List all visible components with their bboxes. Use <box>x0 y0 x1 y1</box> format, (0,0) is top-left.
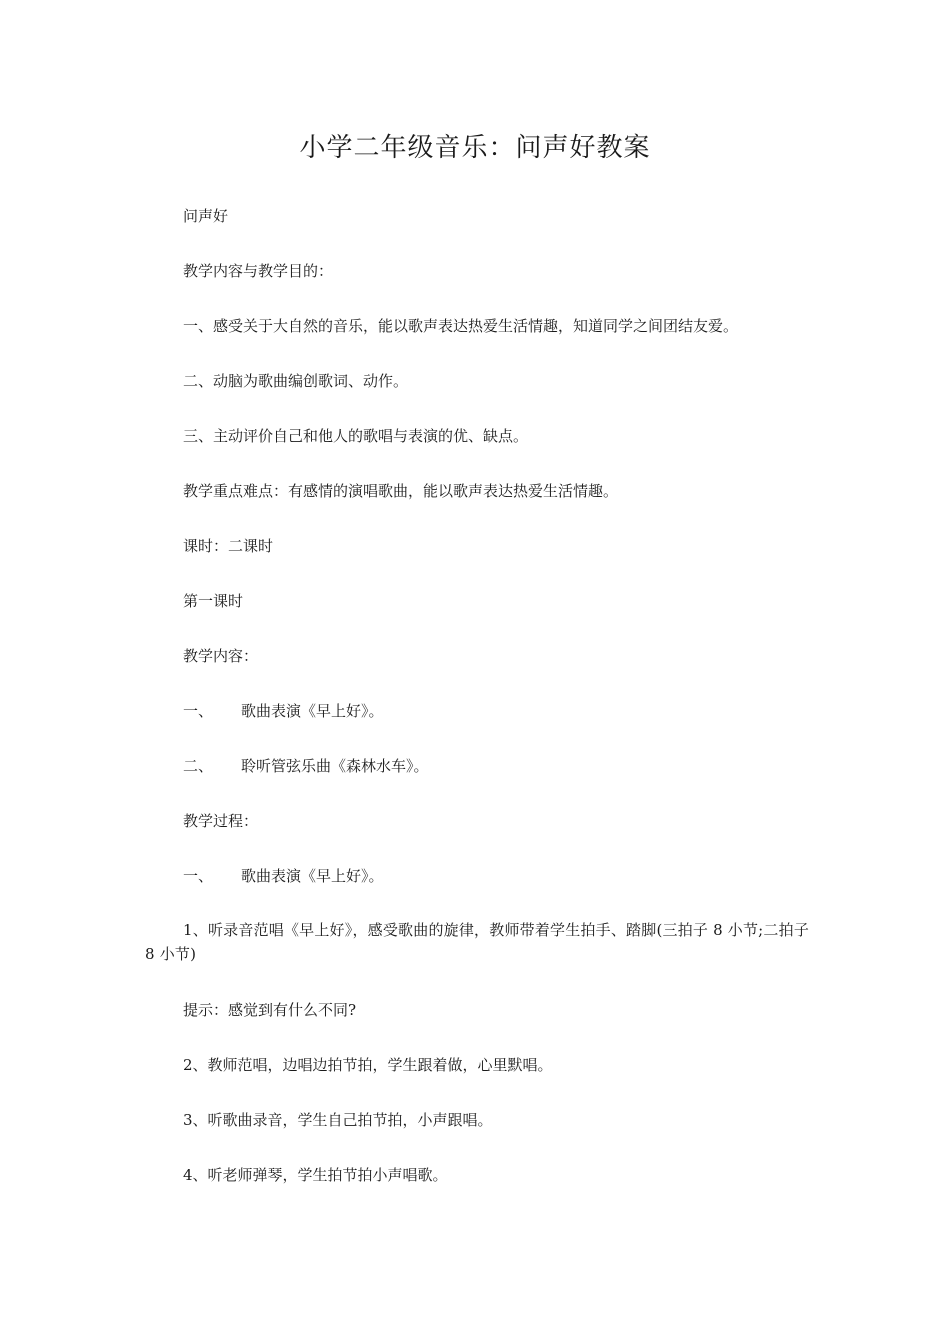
key-points-paragraph: 教学重点难点：有感情的演唱歌曲，能以歌声表达热爱生活情趣。 <box>183 482 619 500</box>
section-heading: 问声好 <box>183 207 229 225</box>
section-heading: 第一课时 <box>183 592 244 610</box>
section-heading: 教学内容： <box>183 647 259 665</box>
objective-item: 一、感受关于大自然的音乐，能以歌声表达热爱生活情趣，知道同学之间团结友爱。 <box>183 317 739 335</box>
section-heading: 教学内容与教学目的： <box>183 262 334 280</box>
list-marker: 一、 <box>183 867 214 885</box>
process-step: 3、听歌曲录音，学生自己拍节拍，小声跟唱。 <box>183 1111 493 1129</box>
list-item-text: 聆听管弦乐曲《森林水车》。 <box>241 757 429 775</box>
content-item <box>183 754 429 778</box>
process-step: 1、听录音范唱《早上好》，感受歌曲的旋律，教师带着学生拍手、踏脚(三拍子 8 小节;二拍子 8 小节) <box>145 921 810 963</box>
objective-item: 三、主动评价自己和他人的歌唱与表演的优、缺点。 <box>183 427 529 445</box>
content-item <box>183 699 384 723</box>
hint-paragraph: 提示：感觉到有什么不同? <box>183 1001 357 1019</box>
document-title: 小学二年级音乐：问声好教案 <box>299 133 651 163</box>
process-step: 4、听老师弹琴，学生拍节拍小声唱歌。 <box>183 1166 448 1184</box>
lesson-hours-paragraph: 课时：二课时 <box>183 537 274 555</box>
list-marker: 二、 <box>183 757 214 775</box>
list-item-text: 歌曲表演《早上好》。 <box>241 702 384 720</box>
process-item <box>183 864 384 888</box>
process-step: 2、教师范唱，边唱边拍节拍，学生跟着做，心里默唱。 <box>183 1056 553 1074</box>
objective-item: 二、动脑为歌曲编创歌词、动作。 <box>183 372 409 390</box>
list-marker: 一、 <box>183 702 214 720</box>
section-heading: 教学过程： <box>183 812 259 830</box>
list-item-text: 歌曲表演《早上好》。 <box>241 867 384 885</box>
